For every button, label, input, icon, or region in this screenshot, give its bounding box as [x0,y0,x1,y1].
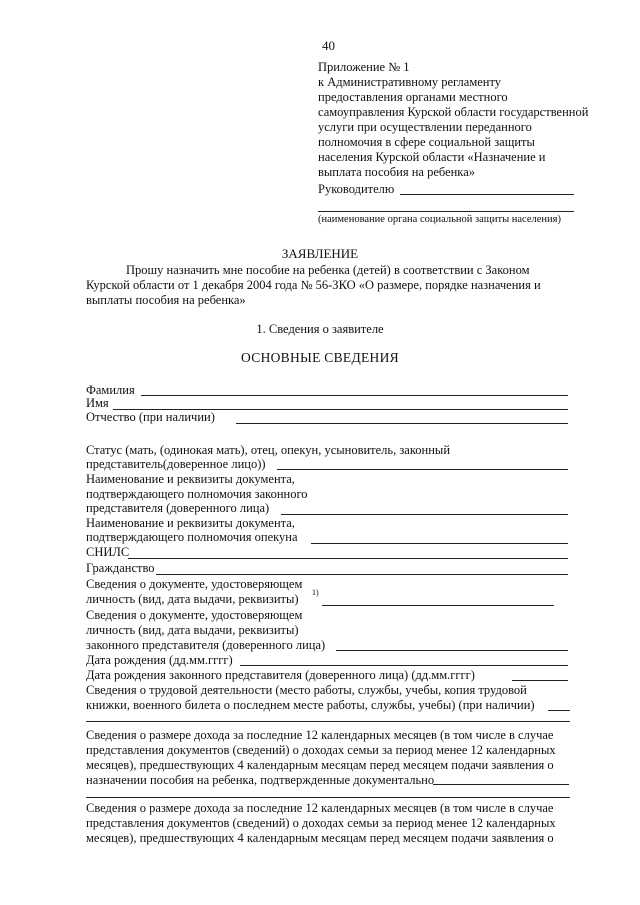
guardian-doc-field[interactable] [311,543,568,544]
appendix-line: выплата пособия на ребенка» [318,165,475,179]
rep-id-label: Сведения о документе, удостоверяющем [86,608,303,622]
guardian-doc-label: Наименование и реквизиты документа, [86,516,295,530]
request-line: Прошу назначить мне пособие на ребенка (детей) в соответствии с Законом [126,263,530,277]
rep-doc-label: подтверждающего полномочия законного [86,487,308,501]
work-label: книжки, военного билета о последнем месте работы, службы, учебы) (при наличии) [86,698,535,712]
status-label: Статус (мать, (одинокая мать), отец, опекун, усыновитель, законный [86,443,451,457]
section-title: 1. Сведения о заявителе [256,322,384,336]
rep-birth-date-field[interactable] [512,680,568,681]
appendix-line: полномочия в сфере социальной защиты [318,135,535,149]
rep-doc-label: представителя (доверенного лица) [86,501,270,515]
status-field[interactable] [277,469,568,470]
addressee-field[interactable] [400,194,574,195]
income-line: месяцев), предшествующих 4 календарным месяцам перед месяцем подачи заявления о [86,758,554,772]
income-line: представления документов (сведений) о доходах семьи за период менее 12 календарных [86,816,556,830]
guardian-doc-label: подтверждающего полномочия опекуна [86,530,298,544]
addressee-label: Руководителю [318,182,395,196]
rep-id-label: личность (вид, дата выдачи, реквизиты) [86,623,299,637]
surname-label: Фамилия [86,383,135,397]
footnote-mark: 1) [312,588,319,597]
birth-date-field[interactable] [240,665,568,666]
citizenship-label: Гражданство [86,561,155,575]
appendix-title: Приложение № 1 [318,60,410,74]
rep-doc-label: Наименование и реквизиты документа, [86,472,295,486]
patronymic-label: Отчество (при наличии) [86,410,215,424]
rep-id-label: законного представителя (доверенного лица) [86,638,326,652]
page-number: 40 [322,38,335,53]
request-line: Курской области от 1 декабря 2004 года № 56-ЗКО «О размере, порядке назначения и [86,278,541,292]
income-line: назначении пособия на ребенка, подтвержденные документально [86,773,435,787]
citizenship-field[interactable] [156,574,568,575]
appendix-line: услуги при осуществлении переданного [318,120,532,134]
rep-doc-field[interactable] [281,514,568,515]
appendix-line: самоуправления Курской области государственной [318,105,589,119]
income-line: представления документов (сведений) о доходах семьи за период менее 12 календарных [86,743,556,757]
patronymic-field[interactable] [236,423,568,424]
id-doc-label: Сведения о документе, удостоверяющем [86,577,303,591]
rep-id-field[interactable] [336,650,568,651]
income-block-1 [86,728,556,788]
birth-date-label: Дата рождения (дд.мм.гггг) [86,653,233,667]
income-block-2 [86,801,556,846]
appendix-line: предоставления органами местного [318,90,508,104]
application-heading: ЗАЯВЛЕНИЕ [281,246,359,261]
work-label: Сведения о трудовой деятельности (место работы, службы, учебы, копия трудовой [86,683,527,697]
income-field-1[interactable] [433,784,569,785]
status-label: представитель(доверенное лицо)) [86,457,266,471]
authority-name-field[interactable] [318,211,574,212]
id-doc-field[interactable] [322,605,554,606]
name-label: Имя [86,396,109,410]
work-field-line[interactable] [86,721,570,722]
request-paragraph [86,263,576,308]
work-field[interactable] [548,710,570,711]
addressee-caption: (наименование органа социальной защиты населения) [318,214,561,225]
income-line: Сведения о размере дохода за последние 12 календарных месяцев (в том числе в случае [86,728,554,742]
surname-field[interactable] [141,395,568,396]
subsection-title: ОСНОВНЫЕ СВЕДЕНИЯ [241,350,399,365]
appendix-block [318,60,588,180]
appendix-line: к Административному регламенту [318,75,502,89]
snils-field[interactable] [128,558,568,559]
rep-birth-date-label: Дата рождения законного представителя (доверенного лица) (дд.мм.гггг) [86,668,475,682]
appendix-line: населения Курской области «Назначение и [318,150,546,164]
id-doc-label: личность (вид, дата выдачи, реквизиты) [86,592,299,606]
request-line: выплаты пособия на ребенка» [86,293,246,307]
income-line: Сведения о размере дохода за последние 12 календарных месяцев (в том числе в случае [86,801,554,815]
snils-label: СНИЛС [86,545,130,559]
income-field-1-line[interactable] [86,797,570,798]
income-line: месяцев), предшествующих 4 календарным месяцам перед месяцем подачи заявления о [86,831,554,845]
